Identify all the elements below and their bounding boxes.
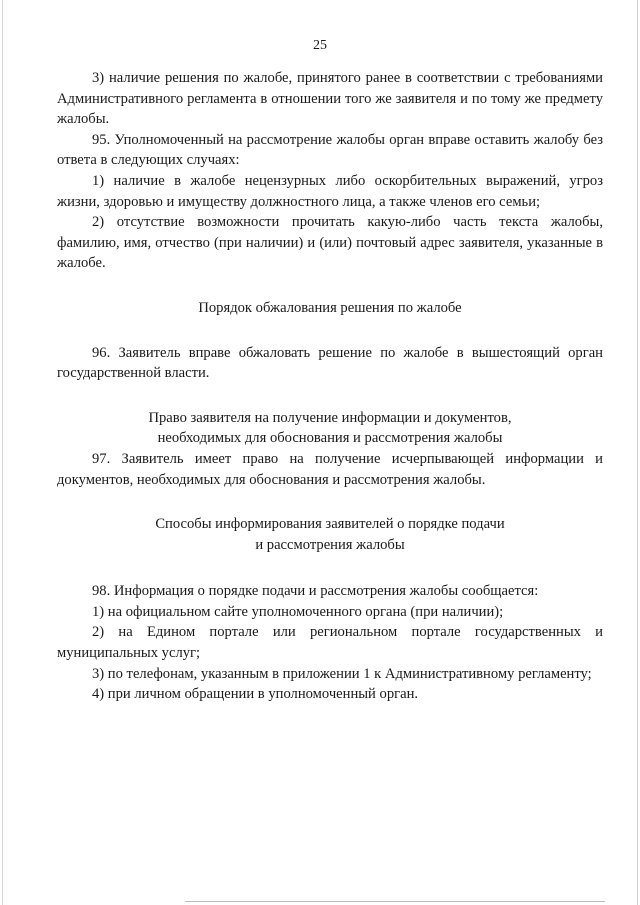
paragraph-96: 96. Заявитель вправе обжаловать решение по жалобе в вышестоящий орган государственной власти. — [57, 344, 603, 382]
paragraph-98-item-2: 2) на Едином портале или региональном портале государственных и муниципальных услуг; — [57, 624, 603, 662]
paragraph-95: 95. Уполномоченный на рассмотрение жалобы орган вправе оставить жалобу без ответа в следующих случаях: — [57, 131, 603, 169]
paragraph-97: 97. Заявитель имеет право на получение исчерпывающей информации и документов, необходимых для обоснования и рассмотрения жалобы. — [57, 450, 603, 488]
section-heading-right-info-line-1: Право заявителя на получение информации и документов, — [148, 409, 512, 426]
page-edge-bottom — [185, 901, 605, 902]
paragraph-98-item-3: 3) по телефонам, указанным в приложении 1 к Административному регламенту; — [92, 665, 592, 682]
section-heading-methods-line-1: Способы информирования заявителей о порядке подачи — [155, 516, 505, 533]
paragraph-95-item-1: 1) наличие в жалобе нецензурных либо оскорбительных выражений, угроз жизни, здоровью и имуществу должностного лица, а также членов его семьи; — [57, 172, 603, 210]
page-number: 25 — [313, 38, 327, 53]
page-edge-right — [637, 0, 638, 905]
document-body — [57, 68, 603, 705]
section-heading-right-info-line-2: необходимых для обоснования и рассмотрения жалобы — [157, 430, 503, 447]
section-heading-methods-line-2: и рассмотрения жалобы — [255, 536, 405, 553]
paragraph-98-item-1: 1) на официальном сайте уполномоченного органа (при наличии); — [92, 603, 504, 620]
paragraph-98-item-4: 4) при личном обращении в уполномоченный орган. — [92, 686, 419, 703]
paragraph-item-3-repeat-complaint: 3) наличие решения по жалобе, принятого ранее в соответствии с требованиями Административного регламента в отношении того же заявителя и по тому же предмету жалобы. — [57, 70, 603, 128]
page-edge-left — [2, 0, 3, 905]
section-heading-appeal-order: Порядок обжалования решения по жалобе — [198, 299, 462, 316]
paragraph-98: 98. Информация о порядке подачи и рассмотрения жалобы сообщается: — [92, 583, 539, 600]
paragraph-95-item-2: 2) отсутствие возможности прочитать какую-либо часть текста жалобы, фамилию, имя, отчество (при наличии) и (или) почтовый адрес заявителя, указанные в жалобе. — [57, 214, 603, 272]
